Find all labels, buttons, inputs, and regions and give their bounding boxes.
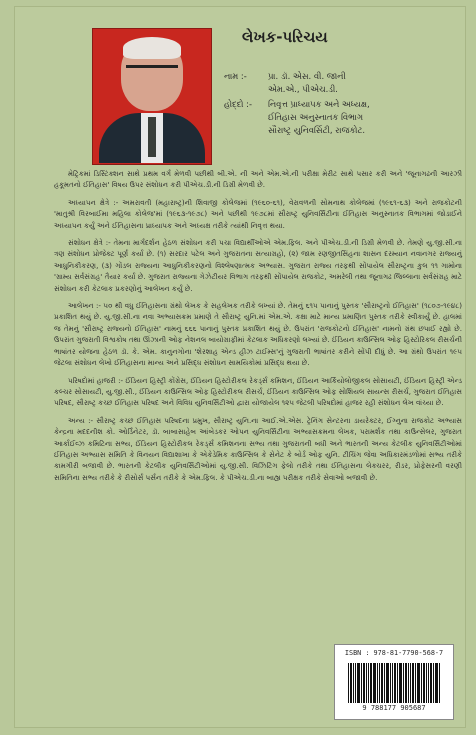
- author-photo: [92, 28, 212, 165]
- page-title: લેખક-પરિચય: [242, 28, 328, 46]
- post-line-1: નિવૃત્ત પ્રાધ્યાપક અને અધ્યક્ષ,: [268, 99, 370, 109]
- author-degree: એમ.એ., પીએચ.ડી.: [268, 84, 338, 94]
- paragraph-teaching: અધ્યાપન ક્ષેત્રે :- અમરાવતી (મહારાષ્ટ્ર)ની શિવાજી કોલેજમાં (૧૯૬૦-૬૧), વેરાવળની સોમનાથ કોલેજમાં (૧૯૬૧-૬૩) અને રાજકોટની 'માતુશ્રી વિરબાઈમા મહિલા કોલેજ'માં (૧૯૬૩-૧૯૭૮) અને પછીથી ૧૯૭૮માં સૌરાષ્ટ્ર યુનિવર્સિટીના ઈતિહાસ અનુસ્નાતક વિભાગમાં જોડાઈને અધ્યાપન કર્યું અને ઈતિહાસના પ્રાધ્યાપક અને અધ્યક્ષ તરીકે ત્યાંથી નિવૃત્ત થયા.: [54, 197, 462, 230]
- author-info: [224, 70, 464, 137]
- barcode: [334, 644, 454, 720]
- paragraph-other: અન્ય :- સૌરાષ્ટ્ર કચ્છ ઈતિહાસ પરિષદના પ્રમુખ, સૌરાષ્ટ્ર યુનિ.ના આઈ.એ.એસ. ટ્રેનિંગ સેન્ટરના ડાયરેક્ટર, ઈગ્નુના રાજકોટ અભ્યાસ કેન્દ્રના મદદનીશ કો. ઓર્ડિનેટર, ડૉ. બાબાસાહેબ આંબેડકર ઓપન યુનિવર્સિટીના અભ્યાસક્રમના લેખક, પરામર્શક તથા કાઉન્સેલર, ગુજરાત આર્કાઈવ્ઝ કમિટિના સભ્ય, ઈંડિયન હિસ્ટોરીકલ રેકર્ડ્સ કમિશનના સભ્ય તથા ગુજરાતની બધી અને ભારતની અન્ય કેટલીક યુનિવર્સિટીઓમાં ઈતિહાસ અભ્યાસ સમિતિ કે વિનયન વિદ્યાશાખા કે એકેડેમિક કાઉન્સિલ કે સેનેટ કે બોર્ડ ઓફ યુનિ. ટીચિંગ જેવા અધિકારમંડળોમાં સભ્ય તરીકે કામગીરી બજાવી છે. ભારતની કેટલીક યુનિવર્સિટીઓમાં યુ.જી.સી. વિઝિટિંગ ફેલો તરીકે તથા ઈતિહાસના લેક્ચરર, રીડર, પ્રોફેસરની વરણી સમિતિના સભ્ય તરીકે કે રીસોર્સ પર્સન તરીકે કે એમ.ફિલ. કે પીએચ.ડી.ના બાહ્ય પરીક્ષક તરીકે સેવાઓ બજાવી છે.: [54, 415, 462, 482]
- isbn-text: ISBN : 978-81-7790-568-7: [344, 649, 444, 657]
- back-cover: [14, 6, 466, 728]
- name-label: નામ :-: [224, 71, 247, 81]
- paragraph-conferences: પરિષદોમાં હાજરી :- ઈંડિયન હિસ્ટ્રી કોંગ્રેસ, ઈંડિયન હિસ્ટોરીકલ રેકર્ડ્સ કમિશન, ઈંડિયન આર્કિયોલોજીકલ સોસાયટી, ઈંડિયન હિસ્ટ્રી એન્ડ કલ્ચર સોસાયટી, યુ.જી.સી., ઈંડિયન કાઉન્સિલ ઓફ હિસ્ટોરીકલ રીસર્ચ, ઈંડિયન કાઉન્સિલ ઓફ સોશિયલ સાયન્સ રીસર્ચ, ગુજરાત ઈતિહાસ પરિષદ, સૌરાષ્ટ્ર કચ્છ ઈતિહાસ પરિષદ અને વિવિધ યુનિવર્સિટીઓ દ્વારા યોજાયેલ ૧૨૫ જેટલી પરિષદોમાં હાજર રહી સંશોધન લેખ વાંચ્યા છે.: [54, 375, 462, 408]
- bio-text: [54, 168, 462, 489]
- barcode-number: 9 788177 905687: [362, 704, 426, 712]
- barcode-bars: [335, 659, 453, 703]
- paragraph-writing: આલેખન :- ૫૦ થી વધુ ઈતિહાસના ગ્રંથો લેખક કે સહલેખક તરીકે લખ્યાં છે. તેમનું ૬૧૫ પાનાનું પુસ્તક 'સૌરાષ્ટ્રનો ઈતિહાસ' (૧૮૦૭-૧૯૪૮) પ્રકાશિત થયું છે. યુ.જી.સી.ના નવા અભ્યાસક્રમ પ્રમાણે તે સૌરાષ્ટ્ર યુનિ.માં એમ.એ. કક્ષા માટે માન્ય પ્રમાણિત પુસ્તક તરીકે સ્વીકાર્યું છે. હાલમાં જ તેમનું 'સૌરાષ્ટ્ર રાજ્યનો ઈતિહાસ' નામનું ૬૬૬ પાનાનું પુસ્તક પ્રકાશિત થયું છે. ઉપરાંત 'રાજકોટનો ઈતિહાસ' નામનો ગ્રંથ છપાઈ રહ્યો છે. ઉપરાંત ગુજરાતી વિશ્વકોષ તથા ઊંઝાની ઓફ નેશનલ બાયોગ્રાફીમાં કેટલાક અધિકરણો લખ્યાં છે. ઈંડિયન કાઉન્સિલ ઓફ હિસ્ટોરિકલ રીસર્ચની ભાષાંતર યોજના હેઠળ ડૉ. કે. એમ. કાનુનગોના 'શેરશાહ એન્ડ હીઝ ટાઈમ્સ'નું ગુજરાતી ભાષાંતર કરીને સોંપી દીધું છે. આ ગ્રંથો ઉપરાંત ૧૯૫ જેટલા સંશોધન લેખો ઈતિહાસના માન્ય અને પ્રસિદ્ધ સંશોધન સામયિકોમાં પ્રસિદ્ધ થયા છે.: [54, 301, 462, 368]
- post-line-3: સૌરાષ્ટ્ર યુનિવર્સિટી, રાજકોટ.: [268, 125, 366, 135]
- paragraph-education: મેટ્રિકમાં ડિસ્ટિંક્શન સાથે પ્રથમ વર્ગ મેળવી પછીથી બી.એ. ની અને એમ.એ.ની પરીક્ષા મેરીટ સાથે પસાર કરી અને 'જૂનાગઢની આરઝી હકૂમતનો ઈતિહાસ' વિષય ઉપર સંશોધન કરી પીએચ.ડી.ની ડિગ્રી મેળવી છે.: [54, 169, 462, 190]
- post-line-2: ઈતિહાસ અનુસ્નાતક વિભાગ: [268, 112, 363, 122]
- paragraph-research: સંશોધન ક્ષેત્રે :- તેમના માર્ગદર્શન હેઠળ સંશોધન કરી પચા વિદ્યાર્થીઓએ એમ.ફિલ. અને પીએચ.ડી.ની ડિગ્રી મેળવી છે. તેમણે યુ.જી.સી.ના ત્રણ સંશોધન પ્રોજેક્ટ પૂર્ણ કર્યા છે. (૧) સરદાર પટેલ અને ગુજરાતના સત્યાગ્રહો, (૨) જામ રણજીતસિંહના શાસન દરમ્યાન નવાનગર રાજ્યનું આધુનિકીકરણ, (૩) ગોંડલ રાજ્યના આધુનિકીકરણનો વિશ્લેષણાત્મક અભ્યાસ. ગુજરાત રાજ્ય તરફથી સોંપાયેલ સૌરાષ્ટ્રના કુલ ૧૧ ગામોના 'ગ્રામ્ય સર્વસંગ્રહ' તૈયાર કર્યા છે. ગુજરાત રાજ્યના ગેઝેટીયર વિભાગ તરફથી સોંપાયેલ રાજકોટ, અમરેલી તથા જૂનાગઢ જિલ્લાના સર્વસંગ્રહ માટે સંશોધન કરી કેટલાક પ્રકરણોનું આલેખન કર્યું છે.: [54, 238, 462, 293]
- author-name: પ્રા. ડૉ. એસ. વી. જાની: [268, 71, 346, 81]
- post-label: હોદ્દો :-: [224, 99, 253, 109]
